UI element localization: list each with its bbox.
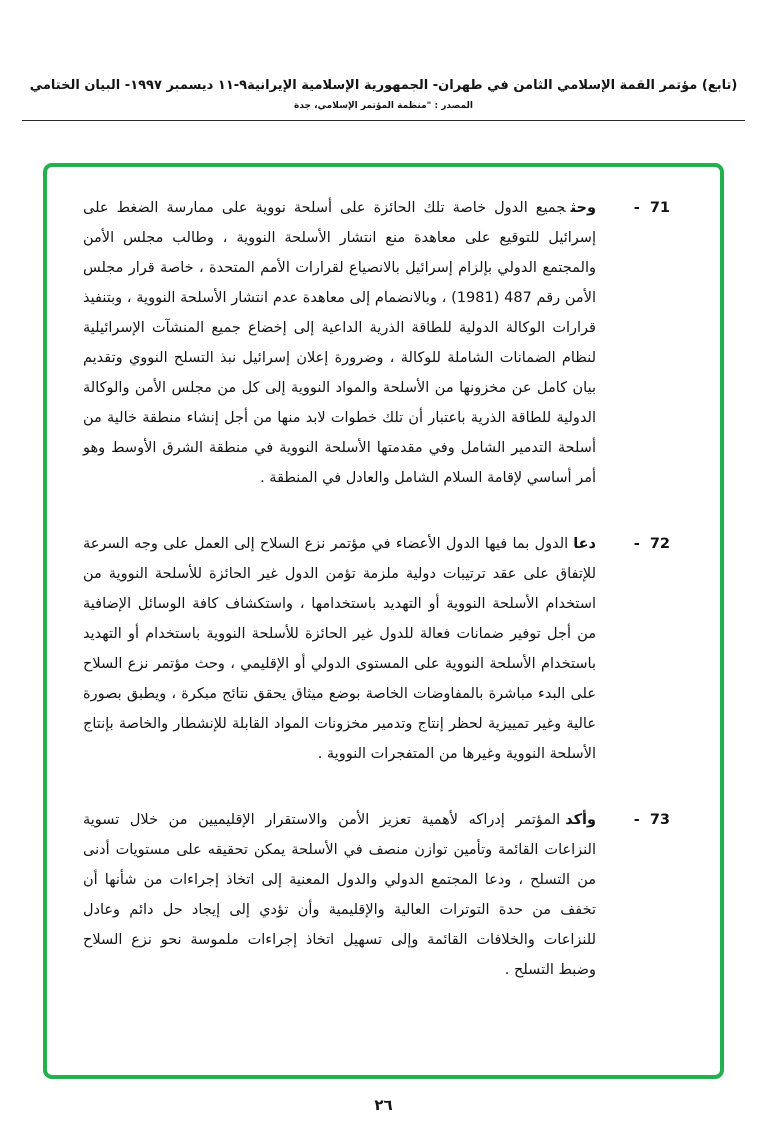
highlighted-content-box [43,163,724,1079]
paragraph-number: 72 [649,535,670,552]
paragraph-dash: - [633,811,640,828]
paragraph-dash: - [633,535,640,552]
paragraph-number: 73 [649,811,670,828]
paragraph-72 [83,529,670,769]
header-divider [22,120,745,121]
paragraph-marker [596,193,670,493]
document-title: (تابع) مؤتمر القمة الإسلامي الثامن في طهران- الجمهورية الإسلامية الإيرانية٩-١١ ديسمبر ١٩٩٧- البيان الختامي [29,78,738,93]
page-number: ٢٦ [374,1095,393,1114]
paragraph-dash: - [633,199,640,216]
paragraph-text: الدول بما فيها الدول الأعضاء في مؤتمر نزع السلاح إلى العمل على وجه السرعة للإتفاق على عقد ترتيبات دولية ملزمة تؤمن الدول غير الحائزة للأسلحة النووية من استخدام الأسلحة النووية أو التهديد باستخدامها ، واستكشاف كافة الوسائل الإضافية من أجل توفير ضمانات فعالة للدول غير الحائزة للأسلحة النووية باستخدام أو التهديد باستخدام الأسلحة النووية على المستوى الدولي أو الإقليمي ، وحث مؤتمر نزع السلاح على البدء مباشرة بالمفاوضات الخاصة بوضع ميثاق يحقق نتائج مبكرة ، ويطبق بصورة عالية وغير تمييزية لحظر إنتاج وتدمير مخزونات المواد القابلة للإنشطار والخاصة بإنتاج الأسلحة النووية وغيرها من المتفجرات النووية . [83,535,596,762]
paragraph-marker [596,529,670,769]
page-footer [0,1095,767,1114]
paragraph-marker [596,805,670,985]
paragraph-71 [83,193,670,493]
paragraph-73 [83,805,670,985]
paragraph-text: جميع الدول خاصة تلك الحائزة على أسلحة نووية على ممارسة الضغط على إسرائيل للتوقيع على معاهدة منع انتشار الأسلحة النووية ، وطالب مجلس الأمن والمجتمع الدولي بإلزام إسرائيل بالانصياع لقرارات الأمم المتحدة ، خاصة قرار مجلس الأمن رقم 487 (1981) ، وبالانضمام إلى معاهدة عدم انتشار الأسلحة النووية ، وبتنفيذ قرارات الوكالة الدولية للطاقة الذرية الداعية إلى إخضاع جميع المنشآت الإسرائيلية لنظام الضمانات الشاملة للوكالة ، وضرورة إعلان إسرائيل نبذ التسلح النووي وتقديم بيان كامل عن مخزونها من الأسلحة والمواد النووية إلى كل من مجلس الأمن والوكالة الدولية للطاقة الذرية باعتبار أن تلك خطوات لابد منها من أجل إنشاء منطقة خالية من أسلحة التدمير الشامل وفي مقدمتها الأسلحة النووية في منطقة الشرق الأوسط وهو أمر أساسي لإقامة السلام الشامل والعادل في المنطقة . [83,199,596,486]
paragraph-body [83,193,596,493]
paragraph-lead-word: دعا [573,535,596,552]
paragraph-number: 71 [649,199,670,216]
document-source: المصدر : "منظمة المؤتمر الإسلامي، جدة [294,100,473,111]
page-header [0,0,767,111]
paragraph-lead-word: وأكد [565,811,596,828]
paragraph-body [83,805,596,985]
paragraph-lead-word: وحث [570,199,596,216]
paragraph-text: المؤتمر إدراكه لأهمية تعزيز الأمن والاستقرار الإقليميين من خلال تسوية النزاعات القائمة وتأمين توازن منصف في الأسلحة يمكن تحقيقه على مستويات أدنى من التسلح ، ودعا المجتمع الدولي والدول المعنية إلى اتخاذ إجراءات من شأنها أن تخفف من حدة التوترات العالية والإقليمية وأن تؤدي إلى إيجاد حل دائم وعادل للنزاعات والخلافات القائمة وإلى تسهيل اتخاذ إجراءات ملموسة نحو نزع السلاح وضبط التسلح . [83,811,596,978]
paragraph-body [83,529,596,769]
